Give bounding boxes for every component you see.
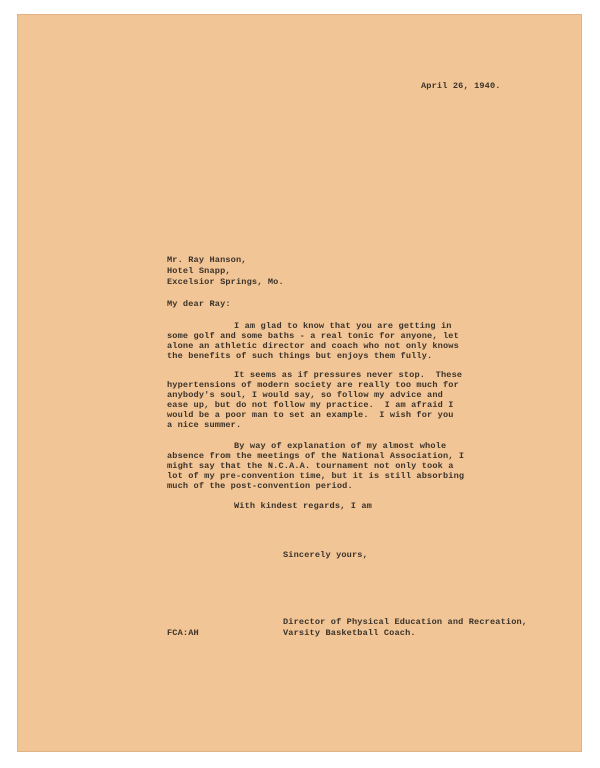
paragraph-1-line: some golf and some baths - a real tonic for anyone, let: [167, 331, 459, 341]
recipient-city: Excelsior Springs, Mo.: [167, 277, 284, 287]
signature-title-line: Varsity Basketball Coach.: [283, 628, 416, 638]
paragraph-2-line: hypertensions of modern society are really too much for: [167, 380, 459, 390]
recipient-name: Mr. Ray Hanson,: [167, 255, 247, 265]
paragraph-3-line: might say that the N.C.A.A. tournament not only took a: [167, 461, 454, 471]
paragraph-1: [167, 321, 459, 361]
paragraph-2-line: anybody's soul, I would say, so follow my advice and: [167, 390, 443, 400]
paragraph-3-line: lot of my pre-convention time, but it is still absorbing: [167, 471, 465, 481]
paragraph-1-line: I am glad to know that you are getting in: [234, 321, 452, 331]
signature-title-line: Director of Physical Education and Recreation,: [283, 617, 528, 627]
paragraph-2-line: a nice summer.: [167, 420, 242, 430]
paragraph-2-line: It seems as if pressures never stop. These: [234, 370, 463, 380]
letter-date: April 26, 1940.: [421, 81, 501, 91]
complimentary-close: Sincerely yours,: [283, 550, 368, 560]
salutation: My dear Ray:: [167, 299, 231, 309]
paragraph-1-line: the benefits of such things but enjoys them fully.: [167, 351, 433, 361]
paragraph-3-line: By way of explanation of my almost whole: [234, 441, 447, 451]
paragraph-2-line: would be a poor man to set an example. I wish for you: [167, 410, 454, 420]
typist-initials: FCA:AH: [167, 628, 199, 638]
paragraph-2: [167, 370, 462, 430]
paragraph-1-line: alone an athletic director and coach who not only knows: [167, 341, 459, 351]
recipient-hotel: Hotel Snapp,: [167, 266, 231, 276]
closing-line: With kindest regards, I am: [234, 501, 372, 511]
paragraph-3: [167, 441, 464, 491]
paragraph-3-line: much of the post-convention period.: [167, 481, 353, 491]
paragraph-3-line: absence from the meetings of the National Association, I: [167, 451, 465, 461]
letter-page: [17, 14, 582, 752]
paragraph-2-line: ease up, but do not follow my practice. I am afraid I: [167, 400, 454, 410]
